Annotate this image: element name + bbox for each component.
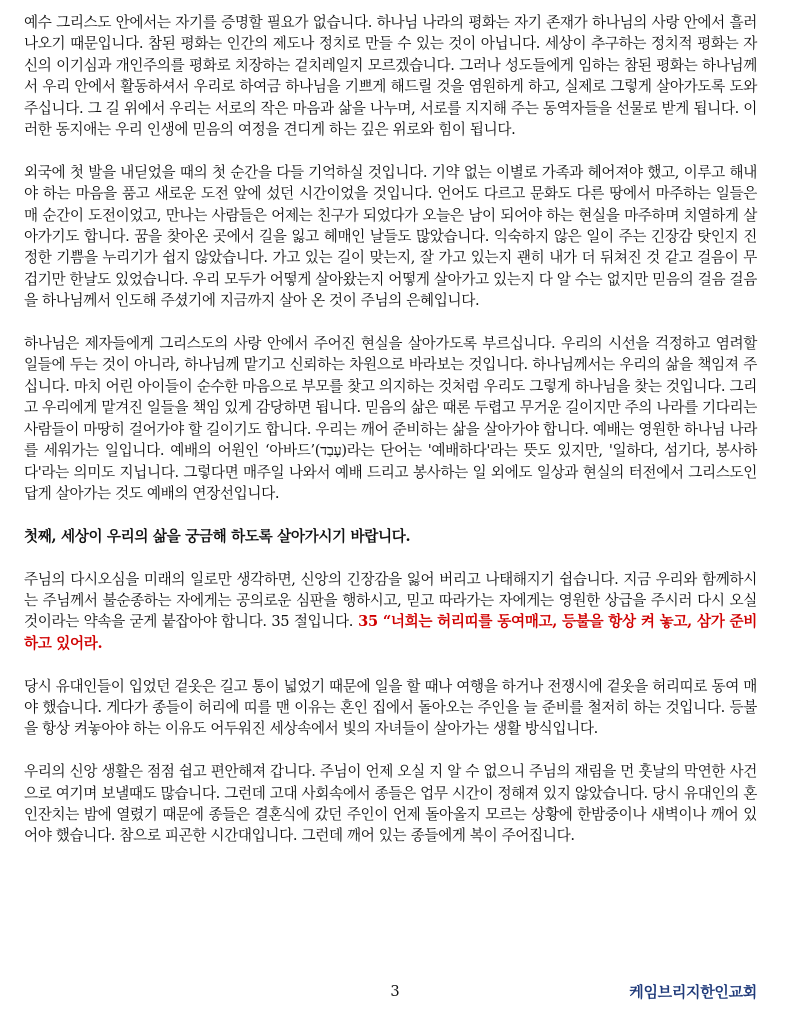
paragraph-calling: 하나님은 제자들에게 그리스도의 사랑 안에서 주어진 현실을 살아가도록 부르십니다. 우리의 시선을 걱정하고 염려할 일들에 두는 것이 아니라, 하나님께 맡기고 신뢰하는 차원으로 바라보는 것입니다. 하나님께서는 우리의 삶을 책임져 주십니다. 마치 어린 아이들이 순수한 마음으로 부모를 찾고 의지하는 것처럼 우리도 그렇게 하나님을 찾는 것입니다. 그리고 우리에게 맡겨진 일들을 책임 있게 감당하면 됩니다. 믿음의 삶은 때론 두렵고 무거운 길이지만 주의 나라를 기다리는 사람들이 마땅히 걸어가야 할 길이기도 합니다. 우리는 깨어 준비하는 삶을 살아가야 합니다. 예배는 영원한 하나님 나라를 세워가는 일입니다. 예배의 어원인 ‘아바드’(עָבַד)라는 단어는 '예배하다'라는 뜻도 있지만, '일하다, 섬기다, 봉사하다'라는 의미도 지닙니다. 그렇다면 매주일 나와서 예배 드리고 봉사하는 일 외에도 일상과 현실의 터전에서 그리스도인 답게 살아가는 것도 예배의 연장선입니다. [24,335,757,502]
document-body [24,12,757,868]
paragraph-abroad: 외국에 첫 발을 내딛었을 때의 첫 순간을 다들 기억하실 것입니다. 기약 없는 이별로 가족과 헤어져야 했고, 이루고 해내야 하는 마음을 품고 새로운 도전 앞에 섰던 시간이었을 것입니다. 언어도 다르고 문화도 다른 땅에서 마주하는 일들은 매 순간이 도전이었고, 만나는 사람들은 어제는 친구가 되었다가 오늘은 남이 되어야 하는 현실을 마주하며 치열하게 살아가기도 합니다. 꿈을 찾아온 곳에서 길을 잃고 헤매인 날들도 많았습니다. 익숙하지 않은 일이 주는 긴장감 탓인지 진정한 기쁨을 누리기가 쉽지 않았습니다. 가고 있는 길이 맞는지, 잘 가고 있는지 괜히 내가 더 뒤쳐진 것 같고 걸음이 무겁기만 한날도 있었습니다. 우리 모두가 어떻게 살아왔는지 어떻게 살아가고 있는지 다 알 수는 없지만 믿음의 걸음 걸음을 하나님께서 인도해 주셨기에 지금까지 살아 온 것이 주님의 은혜입니다. [24,163,757,310]
paragraph-faith-life: 우리의 신앙 생활은 점점 쉽고 편안해져 갑니다. 주님이 언제 오실 지 알 수 없으니 주님의 재림을 먼 훗날의 막연한 사건으로 여기며 보낼때도 많습니다. 그런데 고대 사회속에서 종들은 업무 시간이 정해져 있지 않았습니다. 당시 유대인의 혼인잔치는 밤에 열렸기 때문에 종들은 결혼식에 갔던 주인이 언제 돌아올지 모르는 상황에 한밤중이나 새벽이나 깨어 있어야 했습니다. 참으로 피곤한 시간대입니다. 그런데 깨어 있는 종들에게 복이 주어집니다. [24,763,757,845]
page-number: 3 [390,983,400,1000]
church-name: 케임브리지한인교회 [629,983,757,1001]
scripture-verse-35: 35 “너희는 허리띠를 동여매고, 등불을 항상 켜 놓고, 삼가 준비하고 있어라. [24,613,757,652]
section-heading-first: 첫째, 세상이 우리의 삶을 궁금해 하도록 살아가시기 바랍니다. [24,527,411,545]
paragraph-peace: 예수 그리스도 안에서는 자기를 증명할 필요가 없습니다. 하나님 나라의 평화는 자기 존재가 하나님의 사랑 안에서 흘러 나오기 때문입니다. 참된 평화는 인간의 제도나 정치로 만들 수 있는 것이 아닙니다. 세상이 추구하는 정치적 평화는 자신의 이기심과 개인주의를 평화로 치장하는 겉치레일지 모르겠습니다. 그러나 성도들에게 임하는 참된 평화는 하나님께서 우리 안에서 활동하셔서 우리로 하여금 하나님을 기쁘게 해드릴 것을 염원하게 하고, 실제로 그렇게 살아가도록 도와 주십니다. 그 길 위에서 우리는 서로의 작은 마음과 삶을 나누며, 서로를 지지해 주는 동역자들을 선물로 받게 됩니다. 이러한 동지애는 우리 인생에 믿음의 여정을 견디게 하는 깊은 위로와 힘이 됩니다. [24,14,757,139]
paragraph-second-coming-text: 주님의 다시오심을 미래의 일로만 생각하면, 신앙의 긴장감을 잃어 버리고 나태해지기 쉽습니다. 지금 우리와 함께하시는 주님께서 불순종하는 자에게는 공의로운 심판을 행하시고, 믿고 따라가는 자에게는 영원한 상급을 주시러 다시 오실 것이라는 약속을 굳게 붙잡아야 합니다. 35 절입니다. [24,570,757,631]
paragraph-second-coming [24,569,757,655]
paragraph-garments: 당시 유대인들이 입었던 겉옷은 길고 통이 넓었기 때문에 일을 할 때나 여행을 하거나 전쟁시에 겉옷을 허리띠로 동여 매야 했습니다. 게다가 종들이 허리에 띠를 맨 이유는 혼인 집에서 돌아오는 주인을 늘 준비를 철저히 하는 것입니다. 등불을 항상 켜놓아야 하는 이유도 어두워진 세상속에서 빛의 자녀들이 살아가는 생활 방식입니다. [24,677,757,738]
